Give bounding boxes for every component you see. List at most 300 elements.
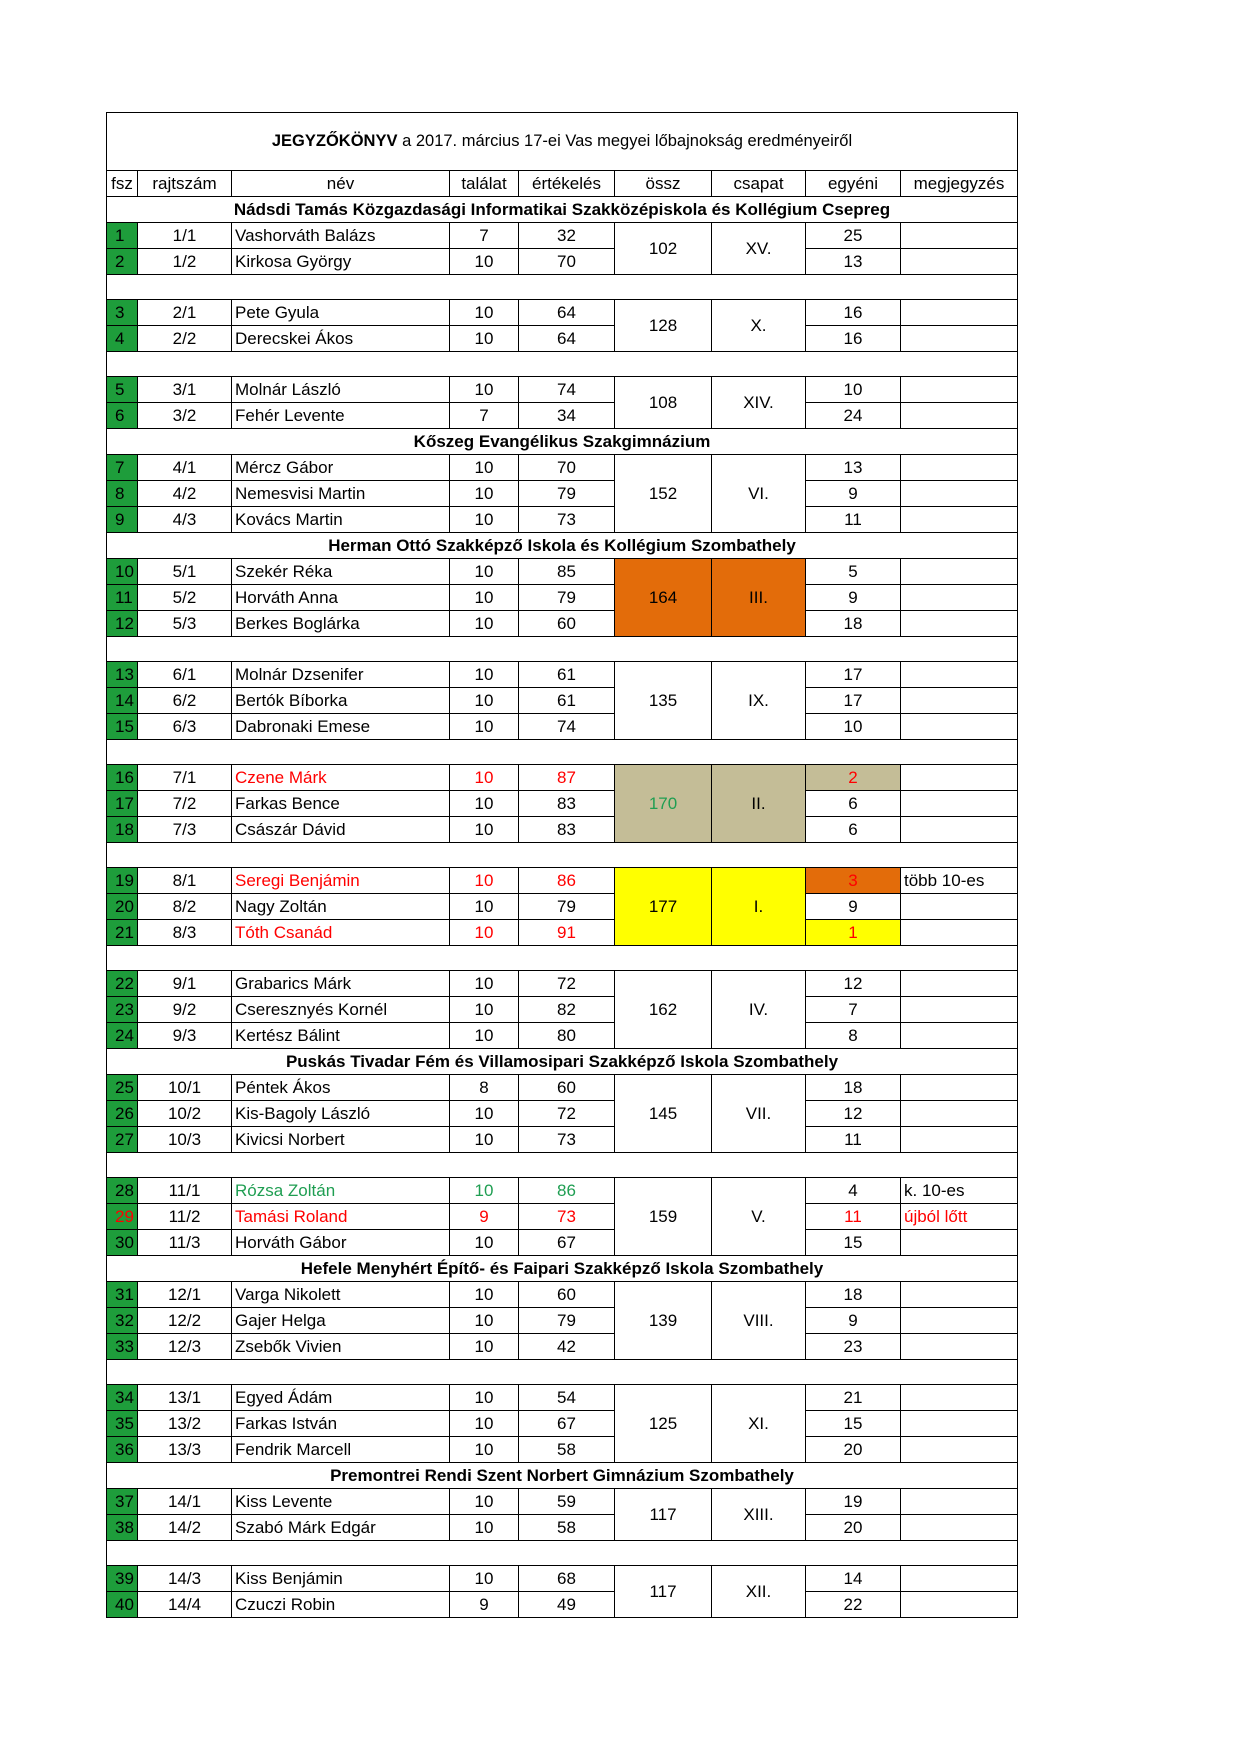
table-row <box>107 997 1018 1023</box>
team-place: VIII. <box>712 1282 806 1360</box>
row-egyeni: 9 <box>806 585 901 611</box>
row-rajtszam: 11/2 <box>138 1204 232 1230</box>
row-egyeni: 16 <box>806 300 901 326</box>
row-note <box>901 1489 1018 1515</box>
row-talalat: 10 <box>450 585 519 611</box>
row-talalat: 10 <box>450 688 519 714</box>
row-note <box>901 817 1018 843</box>
table-row <box>107 662 1018 688</box>
row-egyeni: 14 <box>806 1566 901 1592</box>
row-name: Molnár László <box>232 377 450 403</box>
row-talalat: 10 <box>450 868 519 894</box>
row-rajtszam: 7/2 <box>138 791 232 817</box>
team-place: VII. <box>712 1075 806 1153</box>
row-egyeni: 25 <box>806 223 901 249</box>
team-total: 145 <box>615 1075 712 1153</box>
row-note: k. 10-es <box>901 1178 1018 1204</box>
team-place: XI. <box>712 1385 806 1463</box>
row-talalat: 10 <box>450 1178 519 1204</box>
table-row <box>107 1075 1018 1101</box>
table-row <box>107 971 1018 997</box>
team-total: 152 <box>615 455 712 533</box>
row-talalat: 10 <box>450 1127 519 1153</box>
row-rajtszam: 9/1 <box>138 971 232 997</box>
table-row <box>107 817 1018 843</box>
row-talalat: 10 <box>450 765 519 791</box>
row-note <box>901 1308 1018 1334</box>
row-ertekeles: 86 <box>519 868 615 894</box>
row-talalat: 10 <box>450 662 519 688</box>
row-note <box>901 1230 1018 1256</box>
row-rajtszam: 6/3 <box>138 714 232 740</box>
row-fsz: 23 <box>107 997 138 1023</box>
row-rajtszam: 2/2 <box>138 326 232 352</box>
row-name: Kovács Martin <box>232 507 450 533</box>
row-egyeni: 6 <box>806 817 901 843</box>
team-place: III. <box>712 559 806 637</box>
table-row <box>107 1334 1018 1360</box>
header-nev: név <box>232 171 450 197</box>
row-rajtszam: 1/2 <box>138 249 232 275</box>
team-place: V. <box>712 1178 806 1256</box>
team-place: IX. <box>712 662 806 740</box>
row-rajtszam: 8/1 <box>138 868 232 894</box>
row-name: Szekér Réka <box>232 559 450 585</box>
table-row <box>107 611 1018 637</box>
row-talalat: 10 <box>450 1566 519 1592</box>
row-rajtszam: 5/1 <box>138 559 232 585</box>
row-egyeni: 18 <box>806 1282 901 1308</box>
row-rajtszam: 7/3 <box>138 817 232 843</box>
table-row <box>107 920 1018 946</box>
table-row <box>107 507 1018 533</box>
row-talalat: 10 <box>450 1282 519 1308</box>
team-place: IV. <box>712 971 806 1049</box>
row-note <box>901 1515 1018 1541</box>
row-name: Pete Gyula <box>232 300 450 326</box>
row-talalat: 10 <box>450 714 519 740</box>
spacer-cell <box>107 946 1018 971</box>
row-fsz: 22 <box>107 971 138 997</box>
row-egyeni: 1 <box>806 920 901 946</box>
row-note <box>901 300 1018 326</box>
team-total: 117 <box>615 1489 712 1541</box>
header-ossz: össz <box>615 171 712 197</box>
row-name: Fehér Levente <box>232 403 450 429</box>
row-note: újból lőtt <box>901 1204 1018 1230</box>
row-rajtszam: 4/2 <box>138 481 232 507</box>
row-talalat: 10 <box>450 455 519 481</box>
row-name: Farkas Bence <box>232 791 450 817</box>
row-talalat: 10 <box>450 894 519 920</box>
row-talalat: 10 <box>450 1230 519 1256</box>
row-note <box>901 688 1018 714</box>
table-row <box>107 688 1018 714</box>
row-talalat: 8 <box>450 1075 519 1101</box>
row-egyeni: 9 <box>806 481 901 507</box>
row-ertekeles: 79 <box>519 1308 615 1334</box>
school-row <box>107 1049 1018 1075</box>
row-name: Molnár Dzsenifer <box>232 662 450 688</box>
row-fsz: 26 <box>107 1101 138 1127</box>
row-fsz: 25 <box>107 1075 138 1101</box>
table-row <box>107 765 1018 791</box>
row-name: Kis-Bagoly László <box>232 1101 450 1127</box>
row-fsz: 32 <box>107 1308 138 1334</box>
row-ertekeles: 79 <box>519 481 615 507</box>
row-egyeni: 20 <box>806 1515 901 1541</box>
row-egyeni: 10 <box>806 714 901 740</box>
row-fsz: 29 <box>107 1204 138 1230</box>
table-row <box>107 1204 1018 1230</box>
row-ertekeles: 85 <box>519 559 615 585</box>
row-talalat: 10 <box>450 326 519 352</box>
row-rajtszam: 7/1 <box>138 765 232 791</box>
row-fsz: 6 <box>107 403 138 429</box>
row-fsz: 36 <box>107 1437 138 1463</box>
row-note <box>901 1101 1018 1127</box>
header-egyeni: egyéni <box>806 171 901 197</box>
row-name: Kertész Bálint <box>232 1023 450 1049</box>
school-row <box>107 533 1018 559</box>
row-fsz: 39 <box>107 1566 138 1592</box>
row-talalat: 10 <box>450 300 519 326</box>
row-note <box>901 765 1018 791</box>
row-egyeni: 4 <box>806 1178 901 1204</box>
row-note <box>901 1023 1018 1049</box>
school-name: Premontrei Rendi Szent Norbert Gimnázium Szombathely <box>107 1463 1018 1489</box>
row-name: Cseresznyés Kornél <box>232 997 450 1023</box>
row-egyeni: 16 <box>806 326 901 352</box>
school-row <box>107 1463 1018 1489</box>
row-talalat: 10 <box>450 249 519 275</box>
spacer-row <box>107 1153 1018 1178</box>
team-place: II. <box>712 765 806 843</box>
row-ertekeles: 59 <box>519 1489 615 1515</box>
team-total: 125 <box>615 1385 712 1463</box>
row-ertekeles: 91 <box>519 920 615 946</box>
row-ertekeles: 32 <box>519 223 615 249</box>
row-fsz: 20 <box>107 894 138 920</box>
header-csapat: csapat <box>712 171 806 197</box>
row-rajtszam: 6/1 <box>138 662 232 688</box>
row-name: Zsebők Vivien <box>232 1334 450 1360</box>
row-rajtszam: 1/1 <box>138 223 232 249</box>
team-total: 102 <box>615 223 712 275</box>
row-name: Seregi Benjámin <box>232 868 450 894</box>
row-egyeni: 19 <box>806 1489 901 1515</box>
row-note <box>901 971 1018 997</box>
row-ertekeles: 82 <box>519 997 615 1023</box>
spacer-cell <box>107 740 1018 765</box>
row-ertekeles: 61 <box>519 688 615 714</box>
table-row <box>107 1101 1018 1127</box>
row-rajtszam: 4/1 <box>138 455 232 481</box>
team-place: XIV. <box>712 377 806 429</box>
row-fsz: 35 <box>107 1411 138 1437</box>
row-talalat: 10 <box>450 559 519 585</box>
row-fsz: 18 <box>107 817 138 843</box>
team-place: XV. <box>712 223 806 275</box>
row-note <box>901 1334 1018 1360</box>
row-egyeni: 21 <box>806 1385 901 1411</box>
table-row <box>107 1308 1018 1334</box>
spacer-row <box>107 637 1018 662</box>
row-name: Farkas István <box>232 1411 450 1437</box>
row-fsz: 33 <box>107 1334 138 1360</box>
row-rajtszam: 6/2 <box>138 688 232 714</box>
spacer-cell <box>107 843 1018 868</box>
row-note <box>901 1592 1018 1618</box>
row-ertekeles: 70 <box>519 249 615 275</box>
team-total: 139 <box>615 1282 712 1360</box>
table-row <box>107 1178 1018 1204</box>
row-egyeni: 13 <box>806 249 901 275</box>
row-talalat: 7 <box>450 223 519 249</box>
row-egyeni: 11 <box>806 1127 901 1153</box>
row-ertekeles: 60 <box>519 1282 615 1308</box>
row-fsz: 4 <box>107 326 138 352</box>
row-talalat: 10 <box>450 1515 519 1541</box>
row-name: Mércz Gábor <box>232 455 450 481</box>
row-ertekeles: 87 <box>519 765 615 791</box>
row-note <box>901 1127 1018 1153</box>
row-name: Egyed Ádám <box>232 1385 450 1411</box>
row-ertekeles: 74 <box>519 377 615 403</box>
row-ertekeles: 60 <box>519 611 615 637</box>
row-rajtszam: 8/2 <box>138 894 232 920</box>
table-row <box>107 1127 1018 1153</box>
row-name: Dabronaki Emese <box>232 714 450 740</box>
row-rajtszam: 3/2 <box>138 403 232 429</box>
row-egyeni: 15 <box>806 1230 901 1256</box>
row-talalat: 10 <box>450 1334 519 1360</box>
row-talalat: 10 <box>450 1411 519 1437</box>
row-rajtszam: 3/1 <box>138 377 232 403</box>
row-rajtszam: 10/1 <box>138 1075 232 1101</box>
row-egyeni: 9 <box>806 894 901 920</box>
row-rajtszam: 14/2 <box>138 1515 232 1541</box>
row-name: Kirkosa György <box>232 249 450 275</box>
row-name: Bertók Bíborka <box>232 688 450 714</box>
row-name: Horváth Anna <box>232 585 450 611</box>
row-rajtszam: 11/1 <box>138 1178 232 1204</box>
table-row <box>107 868 1018 894</box>
row-fsz: 37 <box>107 1489 138 1515</box>
row-egyeni: 10 <box>806 377 901 403</box>
row-ertekeles: 73 <box>519 507 615 533</box>
row-note <box>901 377 1018 403</box>
row-ertekeles: 64 <box>519 300 615 326</box>
title-rest: a 2017. március 17-ei Vas megyei lőbajnokság eredményeiről <box>397 132 853 150</box>
row-name: Varga Nikolett <box>232 1282 450 1308</box>
row-name: Szabó Márk Edgár <box>232 1515 450 1541</box>
row-ertekeles: 83 <box>519 791 615 817</box>
row-egyeni: 8 <box>806 1023 901 1049</box>
row-name: Tamási Roland <box>232 1204 450 1230</box>
row-name: Berkes Boglárka <box>232 611 450 637</box>
row-ertekeles: 42 <box>519 1334 615 1360</box>
team-total: 162 <box>615 971 712 1049</box>
spacer-cell <box>107 1541 1018 1566</box>
spacer-row <box>107 352 1018 377</box>
row-note <box>901 403 1018 429</box>
row-fsz: 40 <box>107 1592 138 1618</box>
header-talalat: találat <box>450 171 519 197</box>
row-note <box>901 1437 1018 1463</box>
row-egyeni: 23 <box>806 1334 901 1360</box>
row-talalat: 10 <box>450 1385 519 1411</box>
row-rajtszam: 12/3 <box>138 1334 232 1360</box>
row-name: Derecskei Ákos <box>232 326 450 352</box>
school-name: Puskás Tivadar Fém és Villamosipari Szakképző Iskola Szombathely <box>107 1049 1018 1075</box>
row-talalat: 9 <box>450 1592 519 1618</box>
row-ertekeles: 74 <box>519 714 615 740</box>
row-note <box>901 1411 1018 1437</box>
row-name: Rózsa Zoltán <box>232 1178 450 1204</box>
row-fsz: 28 <box>107 1178 138 1204</box>
row-egyeni: 11 <box>806 507 901 533</box>
table-row <box>107 1515 1018 1541</box>
row-talalat: 10 <box>450 1437 519 1463</box>
row-name: Vashorváth Balázs <box>232 223 450 249</box>
row-egyeni: 3 <box>806 868 901 894</box>
row-note <box>901 585 1018 611</box>
row-egyeni: 7 <box>806 997 901 1023</box>
team-total: 170 <box>615 765 712 843</box>
row-rajtszam: 11/3 <box>138 1230 232 1256</box>
row-egyeni: 15 <box>806 1411 901 1437</box>
row-ertekeles: 58 <box>519 1437 615 1463</box>
title-row <box>107 113 1018 171</box>
row-fsz: 13 <box>107 662 138 688</box>
spacer-cell <box>107 352 1018 377</box>
row-fsz: 12 <box>107 611 138 637</box>
row-rajtszam: 9/2 <box>138 997 232 1023</box>
row-egyeni: 2 <box>806 765 901 791</box>
table-row <box>107 894 1018 920</box>
table-row <box>107 377 1018 403</box>
row-fsz: 14 <box>107 688 138 714</box>
row-talalat: 10 <box>450 1489 519 1515</box>
team-total: 159 <box>615 1178 712 1256</box>
school-row <box>107 197 1018 223</box>
row-name: Gajer Helga <box>232 1308 450 1334</box>
row-talalat: 10 <box>450 817 519 843</box>
spacer-cell <box>107 1360 1018 1385</box>
header-ertekeles: értékelés <box>519 171 615 197</box>
row-rajtszam: 5/2 <box>138 585 232 611</box>
table-row <box>107 1592 1018 1618</box>
row-ertekeles: 67 <box>519 1411 615 1437</box>
row-rajtszam: 9/3 <box>138 1023 232 1049</box>
team-total: 128 <box>615 300 712 352</box>
row-ertekeles: 72 <box>519 971 615 997</box>
row-talalat: 10 <box>450 791 519 817</box>
table-row <box>107 1023 1018 1049</box>
team-place: XII. <box>712 1566 806 1618</box>
row-fsz: 8 <box>107 481 138 507</box>
row-fsz: 9 <box>107 507 138 533</box>
row-egyeni: 6 <box>806 791 901 817</box>
row-talalat: 10 <box>450 971 519 997</box>
row-name: Horváth Gábor <box>232 1230 450 1256</box>
row-egyeni: 20 <box>806 1437 901 1463</box>
table-row <box>107 223 1018 249</box>
row-note <box>901 1566 1018 1592</box>
row-note <box>901 1385 1018 1411</box>
row-fsz: 21 <box>107 920 138 946</box>
row-name: Nagy Zoltán <box>232 894 450 920</box>
table-row <box>107 1230 1018 1256</box>
row-fsz: 3 <box>107 300 138 326</box>
row-note <box>901 481 1018 507</box>
row-note <box>901 326 1018 352</box>
row-ertekeles: 83 <box>519 817 615 843</box>
row-fsz: 16 <box>107 765 138 791</box>
page-title <box>107 113 1018 171</box>
header-row <box>107 171 1018 197</box>
row-name: Nemesvisi Martin <box>232 481 450 507</box>
row-talalat: 10 <box>450 1101 519 1127</box>
row-name: Kivicsi Norbert <box>232 1127 450 1153</box>
row-talalat: 10 <box>450 507 519 533</box>
school-row <box>107 1256 1018 1282</box>
row-fsz: 17 <box>107 791 138 817</box>
row-talalat: 10 <box>450 1308 519 1334</box>
row-talalat: 7 <box>450 403 519 429</box>
row-egyeni: 13 <box>806 455 901 481</box>
row-ertekeles: 64 <box>519 326 615 352</box>
row-rajtszam: 4/3 <box>138 507 232 533</box>
spacer-row <box>107 740 1018 765</box>
row-fsz: 19 <box>107 868 138 894</box>
team-total: 164 <box>615 559 712 637</box>
table-row <box>107 455 1018 481</box>
row-note <box>901 714 1018 740</box>
row-ertekeles: 68 <box>519 1566 615 1592</box>
row-fsz: 27 <box>107 1127 138 1153</box>
row-note <box>901 249 1018 275</box>
row-fsz: 5 <box>107 377 138 403</box>
row-rajtszam: 14/3 <box>138 1566 232 1592</box>
spacer-row <box>107 275 1018 300</box>
row-note <box>901 559 1018 585</box>
row-note <box>901 1075 1018 1101</box>
table-row <box>107 481 1018 507</box>
spacer-cell <box>107 637 1018 662</box>
row-name: Czuczi Robin <box>232 1592 450 1618</box>
school-row <box>107 429 1018 455</box>
header-megjegyzes: megjegyzés <box>901 171 1018 197</box>
table-row <box>107 1282 1018 1308</box>
row-fsz: 10 <box>107 559 138 585</box>
row-note <box>901 791 1018 817</box>
row-rajtszam: 8/3 <box>138 920 232 946</box>
table-row <box>107 300 1018 326</box>
row-egyeni: 17 <box>806 662 901 688</box>
table-row <box>107 403 1018 429</box>
school-name: Kőszeg Evangélikus Szakgimnázium <box>107 429 1018 455</box>
team-total: 108 <box>615 377 712 429</box>
spacer-row <box>107 946 1018 971</box>
table-row <box>107 1437 1018 1463</box>
row-ertekeles: 73 <box>519 1127 615 1153</box>
row-fsz: 15 <box>107 714 138 740</box>
row-note <box>901 894 1018 920</box>
row-rajtszam: 13/2 <box>138 1411 232 1437</box>
row-talalat: 10 <box>450 997 519 1023</box>
